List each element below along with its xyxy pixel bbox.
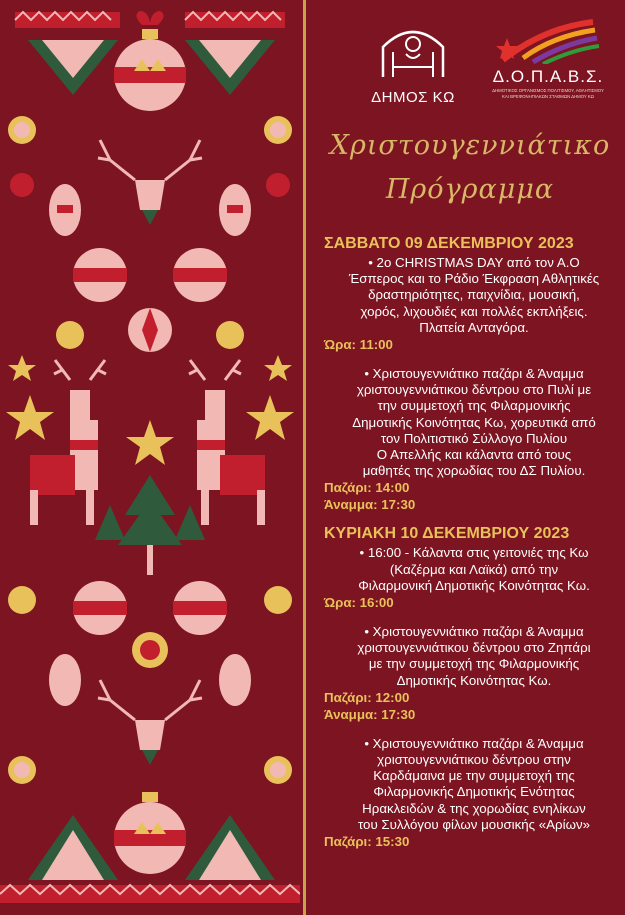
event-text-line: Φιλαρμονική Δημοτικής Κοινότητας Κω. xyxy=(358,577,590,593)
event-text-line: δραστηριότητες, παιχνίδια, μουσική, xyxy=(368,287,580,303)
schedule xyxy=(324,235,624,850)
event-item xyxy=(324,255,624,353)
dopabs-logo-text: Δ.Ο.Π.Α.Β.Σ. xyxy=(492,67,604,86)
event-text-line: τον Πολιτιστικό Σύλλογο Πυλίου xyxy=(380,430,568,446)
program-title-line-2: Πρόγραμμα xyxy=(385,174,555,205)
event-time: Ώρα: 11:00 xyxy=(324,337,393,353)
event-text-line: χριστουγεννιάτικου δέντρου στην xyxy=(377,752,571,768)
dopabs-subtitle-2: ΚΑΙ ΒΡΕΦΟΝΗΠΙΑΚΩΝ ΣΤΑΘΜΩΝ ΔΗΜΟΥ ΚΩ xyxy=(502,94,594,99)
dopabs-logo xyxy=(478,18,618,99)
event-text-line: χορός, λιχουδιές και πολλές εκπλήξεις. xyxy=(360,303,588,319)
dimos-ko-emblem-icon xyxy=(373,22,453,82)
dopabs-emblem-icon xyxy=(493,18,603,64)
event-text-line: με την συμμετοχή της Φιλαρμονικής xyxy=(368,656,580,672)
event-text-line: Φιλαρμονικής Δημοτικής Ενότητας xyxy=(373,784,575,800)
event-text-line: Δημοτικής Κοινότητας Κω, χορευτικά από xyxy=(352,414,596,430)
christmas-pattern-art xyxy=(0,0,300,915)
event-item xyxy=(324,624,624,723)
event-text-line: χριστουγεννιάτικου δέντρου στο Πυλί με xyxy=(356,382,592,398)
event-text-line: του Συλλόγου φίλων μουσικής «Αρίων» xyxy=(357,816,590,832)
event-text-line: την συμμετοχή της Φιλαρμονικής xyxy=(377,398,571,414)
event-text-line: Δημοτικής Κοινότητας Κω. xyxy=(396,672,552,688)
program-title-line-1: Χριστουγεννιάτικο xyxy=(329,130,611,161)
event-text-line: χριστουγεννιάτικου δέντρου στο Ζηπάρι xyxy=(357,640,591,656)
event-text-line: Ηρακλειδών & της χορωδίας ενηλίκων xyxy=(362,800,586,816)
event-time: Παζάρι: 14:00 xyxy=(324,480,410,496)
dimos-ko-logo-text: ΔΗΜΟΣ ΚΩ xyxy=(371,89,455,106)
event-time: Άναμμα: 17:30 xyxy=(324,497,416,513)
dopabs-subtitle-1: ΔΗΜΟΤΙΚΟΣ ΟΡΓΑΝΙΣΜΟΣ ΠΟΛΙΤΙΣΜΟΥ, ΑΘΛΗΤΙΣΜΟΥ xyxy=(492,88,604,93)
event-item xyxy=(324,736,624,850)
event-text-line: Πλατεία Ανταγόρα. xyxy=(419,319,529,335)
event-text-line: • Χριστουγεννιάτικο παζάρι & Άναμμα xyxy=(364,366,584,382)
christmas-pattern xyxy=(0,0,300,915)
program-panel xyxy=(310,0,625,915)
event-item xyxy=(324,545,624,611)
event-time: Παζάρι: 12:00 xyxy=(324,689,410,705)
day-heading: ΚΥΡΙΑΚΗ 10 ΔΕΚΕΜΒΡΙΟΥ 2023 xyxy=(324,525,570,543)
gold-divider xyxy=(303,0,306,915)
event-item xyxy=(324,366,624,513)
event-time: Ώρα: 16:00 xyxy=(324,595,394,611)
event-time: Παζάρι: 15:30 xyxy=(324,834,410,850)
event-text-line: • 2ο CHRISTMAS DAY από τον Α.Ο xyxy=(368,255,580,270)
program-title xyxy=(320,124,620,212)
event-text-line: • Χριστουγεννιάτικο παζάρι & Άναμμα xyxy=(364,735,584,751)
event-text-line: Καρδάμαινα με την συμμετοχή της xyxy=(373,768,575,784)
event-text-line: Ο Απελλής και κάλαντα από τους xyxy=(376,447,572,463)
dimos-ko-logo xyxy=(358,22,468,106)
event-text-line: (Καζέρμα και Λαϊκά) από την xyxy=(389,561,559,577)
event-text-line: μαθητές της χορωδίας του ΔΣ Πυλίου. xyxy=(362,463,586,479)
day-heading: ΣΑΒΒΑΤΟ 09 ΔΕΚΕΜΒΡΙΟΥ 2023 xyxy=(324,235,574,252)
event-text-line: • Χριστουγεννιάτικο παζάρι & Άναμμα xyxy=(364,624,584,640)
event-text-line: • 16:00 - Κάλαντα στις γειτονιές της Κω xyxy=(359,545,589,561)
event-text-line: Έσπερος και το Ράδιο Έκφραση Αθλητικές xyxy=(348,271,600,287)
event-time: Άναμμα: 17:30 xyxy=(324,706,416,722)
